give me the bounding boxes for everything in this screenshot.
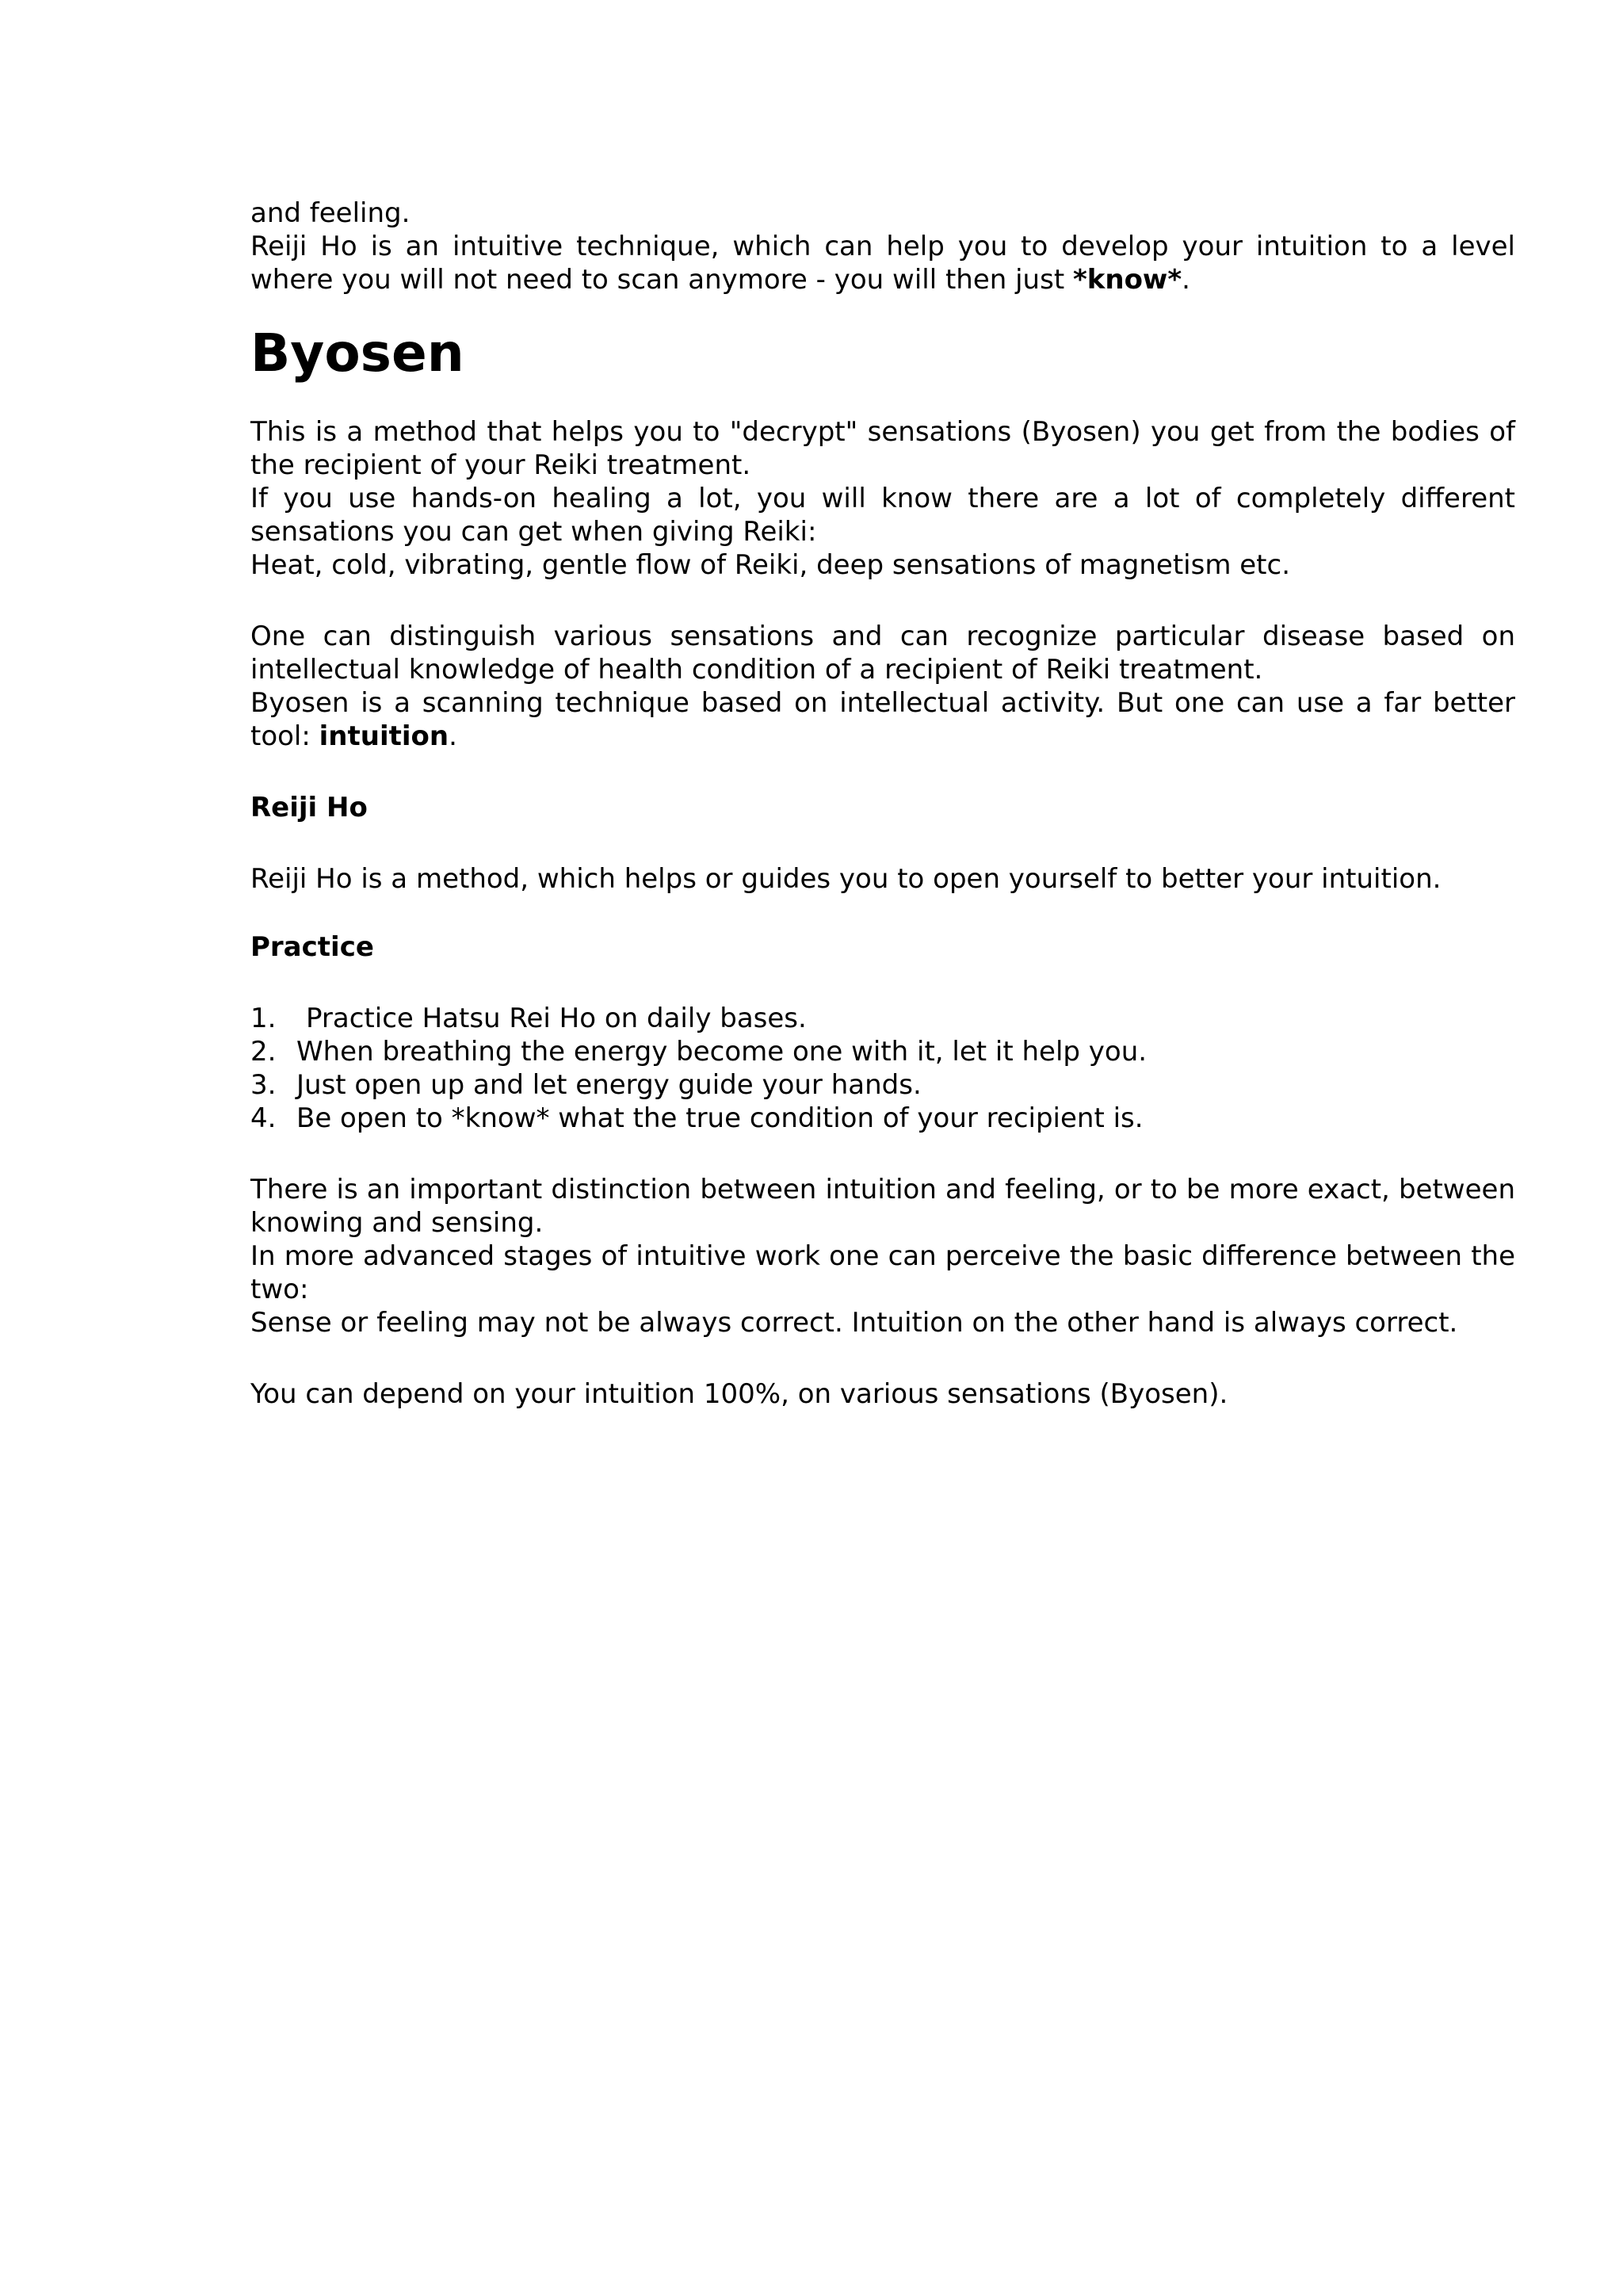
list-item-number: 4. — [250, 1102, 277, 1134]
list-item-text: Be open to *know* what the true condition of your recipient is. — [296, 1102, 1144, 1134]
intro-line: and feeling. — [250, 197, 411, 229]
practice-heading: Practice — [250, 931, 374, 963]
closing-paragraph-2: In more advanced stages of intuitive work one can perceive the basic difference between the two: — [250, 1240, 1515, 1305]
intro-paragraph — [250, 230, 1515, 296]
list-item-text: Practice Hatsu Rei Ho on daily bases. — [306, 1003, 807, 1034]
list-item-text: Just open up and let energy guide your hands. — [296, 1069, 922, 1101]
byosen-bold-intuition: intuition — [319, 720, 449, 752]
practice-list — [250, 1002, 1515, 1135]
spacer — [250, 1339, 1515, 1377]
spacer — [250, 896, 1515, 930]
list-item-number: 3. — [250, 1069, 277, 1101]
list-item — [250, 1035, 1515, 1068]
list-item-text: When breathing the energy become one with it, let it help you. — [296, 1036, 1148, 1068]
intro-text-end: . — [1182, 264, 1190, 296]
spacer — [250, 824, 1515, 862]
byosen-paragraph-1: This is a method that helps you to "decrypt" sensations (Byosen) you get from the bodies of the recipient of your Reiki treatment. — [250, 416, 1515, 481]
list-item — [250, 1002, 1515, 1035]
document-page — [250, 197, 1515, 1411]
closing-paragraph-4: You can depend on your intuition 100%, on various sensations (Byosen). — [250, 1378, 1228, 1410]
byosen-paragraph-5-text: Byosen is a scanning technique based on intellectual activity. But one can use a far better tool: — [250, 687, 1515, 752]
list-item-number: 2. — [250, 1036, 277, 1068]
byosen-paragraph-3: Heat, cold, vibrating, gentle flow of Reiki, deep sensations of magnetism etc. — [250, 549, 1291, 581]
closing-paragraph-1: There is an important distinction between intuition and feeling, or to be more exact, between knowing and sensing. — [250, 1174, 1515, 1239]
spacer — [250, 964, 1515, 1002]
byosen-paragraph-5 — [250, 686, 1515, 753]
reiji-ho-paragraph: Reiji Ho is a method, which helps or guides you to open yourself to better your intuition. — [250, 863, 1442, 895]
byosen-paragraph-2: If you use hands-on healing a lot, you will know there are a lot of completely different sensations you can get when giving Reiki: — [250, 483, 1515, 548]
byosen-heading: Byosen — [250, 323, 464, 384]
reiji-ho-heading: Reiji Ho — [250, 792, 368, 823]
spacer — [250, 753, 1515, 791]
spacer — [250, 1135, 1515, 1173]
spacer — [250, 582, 1515, 620]
list-item — [250, 1102, 1515, 1135]
byosen-paragraph-5-end: . — [449, 720, 457, 752]
byosen-paragraph-4: One can distinguish various sensations and can recognize particular disease based on intellectual knowledge of health condition of a recipient of Reiki treatment. — [250, 621, 1515, 686]
list-item-number: 1. — [250, 1003, 277, 1034]
list-item — [250, 1068, 1515, 1102]
intro-text: Reiji Ho is an intuitive technique, which can help you to develop your intuition to a level where you will not need to scan anymore - you will then just — [250, 231, 1515, 296]
intro-bold-know: *know* — [1072, 264, 1182, 296]
closing-paragraph-3: Sense or feeling may not be always correct. Intuition on the other hand is always correct. — [250, 1307, 1458, 1339]
